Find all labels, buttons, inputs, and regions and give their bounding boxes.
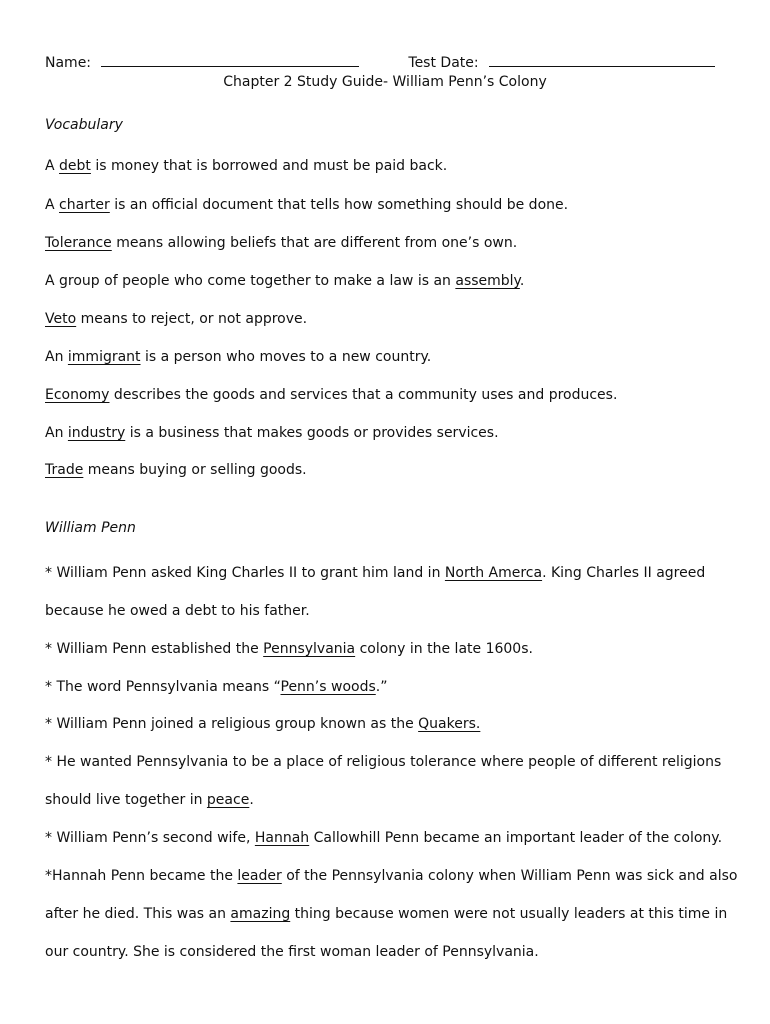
- underlined-term: Trade: [45, 462, 84, 478]
- sentence-text: * William Penn’s second wife,: [45, 830, 255, 846]
- vocabulary-item: [45, 310, 307, 328]
- sentence-text: * William Penn established the: [45, 641, 264, 657]
- william-penn-heading: William Penn: [45, 520, 136, 536]
- name-label: Name:: [45, 55, 92, 71]
- vocabulary-item: [45, 386, 617, 404]
- sentence-text: *Hannah Penn became the: [45, 868, 238, 884]
- penn-fact-line: [45, 753, 721, 771]
- underlined-term: immigrant: [67, 349, 141, 365]
- underlined-term: assembly: [455, 273, 520, 289]
- underlined-term: North Amerca: [444, 565, 543, 581]
- vocabulary-item: [45, 461, 307, 479]
- sentence-text: A: [45, 158, 60, 174]
- sentence-text: * William Penn joined a religious group known as the: [45, 716, 419, 732]
- sentence-text: An: [45, 349, 68, 365]
- sentence-text: colony in the late 1600s.: [355, 641, 533, 657]
- sentence-text: is money that is borrowed and must be paid back.: [90, 158, 448, 174]
- penn-fact-line: [45, 905, 727, 923]
- penn-fact-line: [45, 602, 310, 620]
- sentence-text: .: [249, 792, 254, 808]
- test-date-label: Test Date:: [408, 55, 479, 71]
- vocabulary-item: [45, 157, 447, 175]
- sentence-text: .: [519, 273, 525, 289]
- penn-fact-line: [45, 943, 539, 961]
- sentence-text: should live together in: [45, 792, 207, 808]
- sentence-text: An: [45, 425, 68, 441]
- penn-fact-line: [45, 791, 254, 809]
- sentence-text: is an official document that tells how something should be done.: [109, 197, 569, 213]
- sentence-text: of the Pennsylvania colony when William Penn was sick and also: [281, 868, 738, 884]
- underlined-term: Tolerance: [45, 235, 112, 251]
- underlined-term: debt: [59, 158, 91, 174]
- sentence-text: means buying or selling goods.: [83, 462, 307, 478]
- sentence-text: is a person who moves to a new country.: [140, 349, 432, 365]
- sentence-text: means to reject, or not approve.: [76, 311, 308, 327]
- sentence-text: .”: [375, 679, 388, 695]
- underlined-term: Economy: [45, 387, 110, 403]
- underlined-term: Veto: [45, 311, 77, 327]
- penn-fact-line: [45, 678, 387, 696]
- underlined-term: Penn’s woods: [280, 679, 376, 695]
- sentence-text: * William Penn asked King Charles II to grant him land in: [45, 565, 445, 581]
- underlined-term: peace: [206, 792, 250, 808]
- sentence-text: means allowing beliefs that are different from one’s own.: [111, 235, 518, 251]
- vocabulary-item: [45, 348, 431, 366]
- name-blank: [101, 52, 359, 67]
- vocabulary-item: [45, 234, 517, 252]
- sentence-text: after he died. This was an: [45, 906, 231, 922]
- underlined-term: Pennsylvania: [263, 641, 356, 657]
- penn-fact-line: [45, 564, 705, 582]
- underlined-term: Hannah: [254, 830, 310, 846]
- sentence-text: describes the goods and services that a community uses and produces.: [109, 387, 618, 403]
- sentence-text: because he owed a debt to his father.: [45, 603, 310, 619]
- underlined-term: leader: [237, 868, 282, 884]
- penn-fact-line: [45, 715, 480, 733]
- sentence-text: Callowhill Penn became an important leader of the colony.: [309, 830, 723, 846]
- test-date-blank: [489, 52, 715, 67]
- sentence-text: is a business that makes goods or provides services.: [125, 425, 499, 441]
- vocabulary-item: [45, 196, 568, 214]
- vocabulary-item: [45, 424, 499, 442]
- header-row: [45, 52, 715, 72]
- penn-fact-line: [45, 640, 533, 658]
- vocabulary-heading: Vocabulary: [45, 117, 123, 133]
- underlined-term: charter: [59, 197, 110, 213]
- sentence-text: thing because women were not usually leaders at this time in: [290, 906, 728, 922]
- sentence-text: A group of people who come together to make a law is an: [45, 273, 456, 289]
- penn-fact-line: [45, 867, 737, 885]
- vocabulary-item: [45, 272, 524, 290]
- underlined-term: amazing: [230, 906, 291, 922]
- page-title: Chapter 2 Study Guide- William Penn’s Colony: [223, 74, 547, 90]
- sentence-text: * He wanted Pennsylvania to be a place of religious tolerance where people of different religions: [45, 754, 722, 770]
- sentence-text: * The word Pennsylvania means “: [45, 679, 281, 695]
- sentence-text: . King Charles II agreed: [542, 565, 706, 581]
- underlined-term: Quakers.: [418, 716, 481, 732]
- sentence-text: A: [45, 197, 60, 213]
- underlined-term: industry: [67, 425, 126, 441]
- sentence-text: our country. She is considered the first woman leader of Pennsylvania.: [45, 944, 539, 960]
- penn-fact-line: [45, 829, 722, 847]
